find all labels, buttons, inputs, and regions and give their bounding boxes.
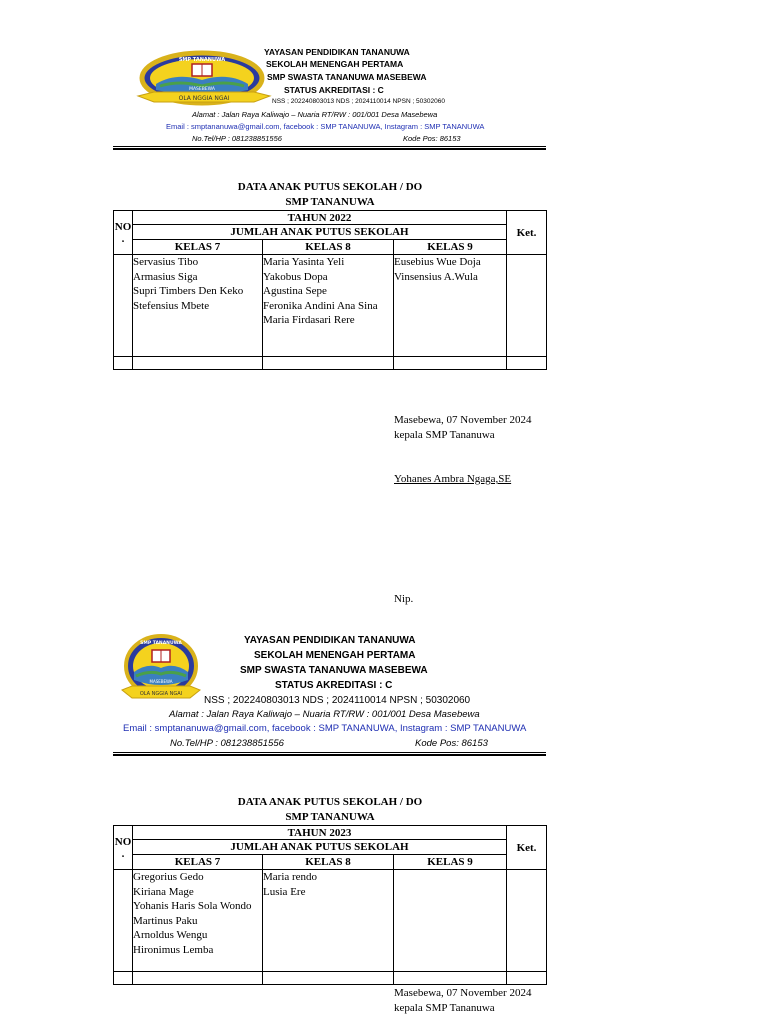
empty-cell <box>114 972 133 985</box>
student-name: Maria Firdasari Rere <box>263 314 355 327</box>
signature-place-date: Masebewa, 07 November 2024 <box>394 987 532 999</box>
signature-role: kepala SMP Tananuwa <box>394 1002 495 1014</box>
kelas7-names <box>133 255 263 357</box>
student-name: Supri Timbers Den Keko <box>133 285 244 298</box>
empty-cell <box>114 357 133 370</box>
svg-text:SMP TANANUWA: SMP TANANUWA <box>178 57 226 63</box>
col-ket-header: Ket. <box>507 826 547 870</box>
empty-cell <box>133 357 263 370</box>
svg-text:MASEBEWA: MASEBEWA <box>189 87 215 92</box>
year-header: TAHUN 2022 <box>133 211 507 225</box>
svg-text:OLA NGGIA NGAI: OLA NGGIA NGAI <box>139 691 183 697</box>
kelas7-header: KELAS 7 <box>133 240 263 255</box>
signature-name: Yohanes Ambra Ngaga,SE <box>394 473 512 485</box>
header-line-email: Email : smptananuwa@gmail.com, facebook : SMP TANANUWA, Instagram : SMP TANANUWA <box>123 723 527 734</box>
header-line-yayasan: YAYASAN PENDIDIKAN TANANUWA <box>264 47 410 57</box>
kelas8-names <box>263 870 394 972</box>
student-name: Eusebius Wue Doja <box>394 256 481 268</box>
header-line-smp: SEKOLAH MENENGAH PERTAMA <box>266 59 404 69</box>
kelas9-header: KELAS 9 <box>394 240 507 255</box>
doc-title: DATA ANAK PUTUS SEKOLAH / DO <box>237 796 423 808</box>
student-name: Feronika Andini Ana Sina <box>263 299 378 312</box>
header-line-smp: SEKOLAH MENENGAH PERTAMA <box>254 650 416 661</box>
kelas9-header: KELAS 9 <box>394 855 507 870</box>
header-line-akreditasi: STATUS AKREDITASI : C <box>275 680 393 691</box>
header-line-nss: NSS ; 202240803013 NDS ; 2024110014 NPSN ; 50302060 <box>272 98 445 105</box>
student-name: Stefensius Mbete <box>133 299 210 312</box>
student-name: Kiriana Mage <box>133 885 194 898</box>
student-name: Vinsensius A.Wula <box>394 270 478 283</box>
header-rule-thin <box>113 146 546 147</box>
no-cell <box>114 255 133 357</box>
school-logo <box>120 632 202 708</box>
kelas9-names <box>394 870 507 972</box>
header-line-yayasan: YAYASAN PENDIDIKAN TANANUWA <box>244 635 416 646</box>
dropout-table-2022 <box>113 210 547 370</box>
doc-title: DATA ANAK PUTUS SEKOLAH / DO <box>237 181 423 193</box>
empty-cell <box>394 357 507 370</box>
ket-cell <box>507 255 547 357</box>
empty-cell <box>507 972 547 985</box>
school-logo <box>136 50 274 110</box>
student-name: Gregorius Gedo <box>133 871 204 883</box>
header-rule-thin <box>113 752 546 753</box>
student-name: Servasius Tibo <box>133 256 199 268</box>
header-line-school: SMP SWASTA TANANUWA MASEBEWA <box>267 72 427 82</box>
student-name: Maria rendo <box>263 871 318 883</box>
kelas7-names <box>133 870 263 972</box>
col-no-header: NO . <box>114 826 133 870</box>
student-name: Armasius Siga <box>133 270 198 283</box>
student-name: Agustina Sepe <box>263 285 327 298</box>
doc-subtitle: SMP TANANUWA <box>285 196 375 208</box>
svg-text:SMP TANANUWA: SMP TANANUWA <box>140 641 182 646</box>
empty-cell <box>263 972 394 985</box>
svg-text:OLA NGGIA NGAI: OLA NGGIA NGAI <box>178 95 230 102</box>
svg-text:MASEBEWA: MASEBEWA <box>149 679 173 684</box>
student-name: Arnoldus Wengu <box>133 929 208 942</box>
no-cell <box>114 870 133 972</box>
jumlah-header: JUMLAH ANAK PUTUS SEKOLAH <box>133 840 507 855</box>
header-line-nss: NSS ; 202240803013 NDS ; 2024110014 NPSN ; 50302060 <box>204 695 471 706</box>
col-no-header: NO . <box>114 211 133 255</box>
header-line-school: SMP SWASTA TANANUWA MASEBEWA <box>240 665 428 676</box>
signature-place-date: Masebewa, 07 November 2024 <box>394 414 532 426</box>
header-line-akreditasi: STATUS AKREDITASI : C <box>284 85 384 95</box>
kelas8-header: KELAS 8 <box>263 240 394 255</box>
header-rule <box>113 754 546 756</box>
col-ket-header: Ket. <box>507 211 547 255</box>
header-line-tel: No.Tel/HP : 081238851556 <box>192 134 282 143</box>
student-name: Yakobus Dopa <box>263 270 328 283</box>
jumlah-header: JUMLAH ANAK PUTUS SEKOLAH <box>133 225 507 240</box>
ket-cell <box>507 870 547 972</box>
signature-role: kepala SMP Tananuwa <box>394 429 495 441</box>
empty-cell <box>133 972 263 985</box>
empty-cell <box>507 357 547 370</box>
header-line-kodepos: Kode Pos: 86153 <box>403 134 461 143</box>
doc-subtitle: SMP TANANUWA <box>285 811 375 823</box>
student-name: Yohanis Haris Sola Wondo <box>133 900 252 913</box>
empty-cell <box>263 357 394 370</box>
header-rule <box>113 148 546 150</box>
kelas7-header: KELAS 7 <box>133 855 263 870</box>
student-name: Martinus Paku <box>133 914 198 927</box>
kelas8-names <box>263 255 394 357</box>
header-line-alamat: Alamat : Jalan Raya Kaliwajo – Nuaria RT/RW : 001/001 Desa Masebewa <box>192 110 438 119</box>
year-header: TAHUN 2023 <box>133 826 507 840</box>
dropout-table-2023 <box>113 825 547 985</box>
header-line-kodepos: Kode Pos: 86153 <box>415 738 488 749</box>
signature-nip: Nip. <box>394 593 414 605</box>
student-name: Hironimus Lemba <box>133 943 214 956</box>
student-name: Maria Yasinta Yeli <box>263 256 345 268</box>
kelas9-names <box>394 255 507 357</box>
student-name: Lusia Ere <box>263 885 306 898</box>
kelas8-header: KELAS 8 <box>263 855 394 870</box>
header-line-tel: No.Tel/HP : 081238851556 <box>170 738 284 749</box>
header-line-alamat: Alamat : Jalan Raya Kaliwajo – Nuaria RT/RW : 001/001 Desa Masebewa <box>169 709 480 720</box>
header-line-email: Email : smptananuwa@gmail.com, facebook : SMP TANANUWA, Instagram : SMP TANANUWA <box>166 122 485 131</box>
empty-cell <box>394 972 507 985</box>
